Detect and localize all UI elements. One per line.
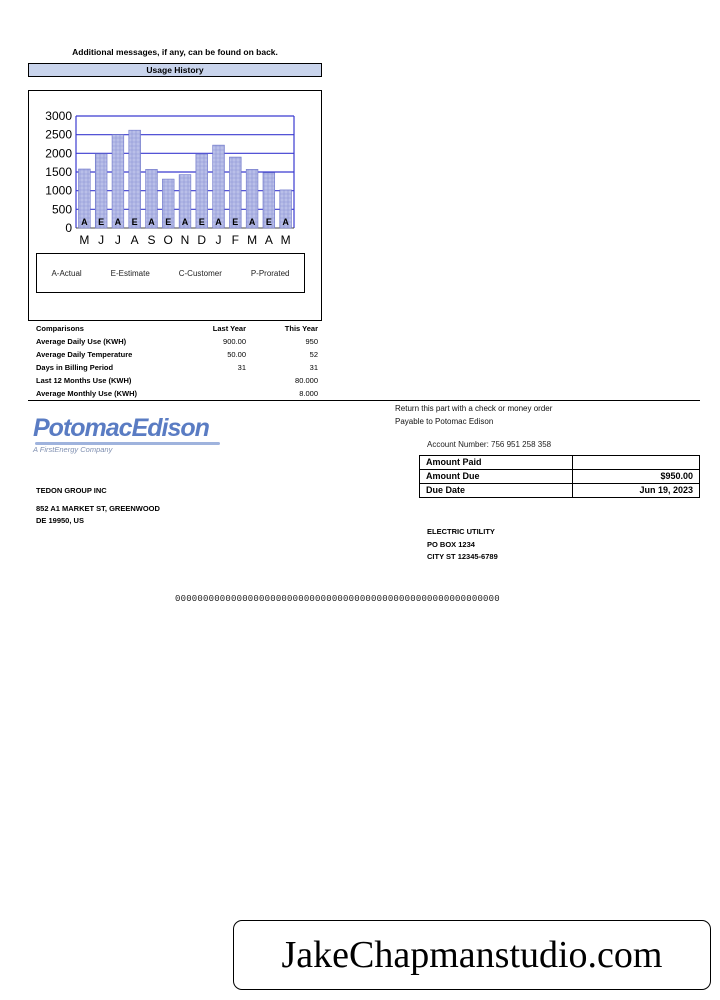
amount-due-label: Amount Due [420, 470, 573, 484]
logo-wordmark: PotomacEdison [33, 414, 209, 442]
back-messages-note: Additional messages, if any, can be found on back. [72, 47, 278, 57]
account-number: Account Number: 756 951 258 358 [427, 440, 552, 449]
comparisons-header-row [36, 322, 318, 335]
customer-address-line-1: 852 A1 MARKET ST, GREENWOOD [36, 504, 160, 513]
comparison-label: Average Daily Temperature [36, 350, 133, 359]
last-year-value [176, 374, 246, 387]
month-tick-label: M [280, 233, 291, 247]
legend-item-estimate: E-Estimate [110, 268, 150, 278]
logo-swoosh-icon [35, 442, 220, 445]
chart-legend [36, 253, 305, 293]
ocr-scanline: 0000000000000000000000000000000000000000000000000000000000 [175, 594, 500, 604]
read-code-label: E [232, 217, 239, 227]
month-tick-label: A [264, 233, 273, 247]
read-code-label: A [215, 217, 222, 227]
month-tick-label: D [197, 233, 207, 247]
remit-line-1: ELECTRIC UTILITY [427, 527, 495, 536]
customer-name: TEDON GROUP INC [36, 486, 107, 495]
table-row [36, 387, 318, 400]
usage-history-chart [30, 92, 318, 250]
due-date-value: Jun 19, 2023 [573, 484, 700, 498]
table-row [36, 335, 318, 348]
read-code-label: A [181, 217, 189, 227]
month-tick-label: O [163, 233, 173, 247]
return-line-1: Return this part with a check or money order [395, 404, 553, 413]
this-year-value: 950 [305, 337, 318, 346]
legend-item-prorated: P-Prorated [250, 268, 290, 278]
y-tick-label: 1500 [45, 165, 72, 179]
comparison-label: Last 12 Months Use (KWH) [36, 376, 132, 385]
amount-paid-field[interactable] [573, 456, 700, 470]
read-code-label: E [265, 217, 272, 227]
usage-bar [129, 130, 141, 228]
last-year-value: 50.00 [227, 350, 246, 359]
this-year-value: 80.000 [295, 376, 318, 385]
y-tick-label: 0 [65, 221, 72, 235]
month-tick-label: A [130, 233, 139, 247]
legend-item-customer: C-Customer [178, 268, 222, 278]
table-row [420, 484, 700, 498]
payment-summary-table [419, 455, 700, 498]
tear-off-divider [28, 400, 700, 401]
month-tick-label: J [98, 233, 105, 247]
this-year-value: 31 [309, 363, 318, 372]
this-year-value: 52 [309, 350, 318, 359]
y-tick-label: 500 [51, 202, 72, 217]
table-row [36, 374, 318, 387]
usage-bar [112, 135, 124, 228]
read-code-label: A [248, 217, 256, 227]
table-row [36, 361, 318, 374]
table-row [36, 348, 318, 361]
return-instructions [395, 402, 552, 428]
last-year-value [176, 387, 246, 400]
month-tick-label: J [215, 233, 222, 247]
comparison-label: Average Daily Use (KWH) [36, 337, 127, 346]
read-code-label: A [148, 217, 155, 227]
last-year-heading: Last Year [212, 324, 246, 333]
company-logo [33, 413, 209, 454]
month-tick-label: F [231, 233, 239, 247]
read-code-label: E [198, 217, 205, 227]
logo-tagline: A FirstEnergy Company [33, 445, 113, 454]
due-date-label: Due Date [420, 484, 573, 498]
amount-paid-label: Amount Paid [420, 456, 573, 470]
y-tick-label: 2500 [45, 127, 72, 142]
y-tick-label: 1000 [45, 183, 72, 198]
month-tick-label: M [79, 233, 90, 247]
customer-address [36, 485, 160, 527]
table-row [420, 470, 700, 484]
comparison-label: Days in Billing Period [36, 363, 114, 372]
read-code-label: A [81, 217, 88, 227]
amount-due-value: $950.00 [573, 470, 700, 484]
month-tick-label: S [147, 233, 156, 247]
remit-line-2: PO BOX 1234 [427, 539, 475, 549]
y-tick-label: 3000 [45, 109, 72, 123]
month-tick-label: J [114, 233, 121, 247]
read-code-label: E [98, 217, 105, 227]
studio-watermark: JakeChapmanstudio.com [233, 920, 711, 990]
usage-history-title: Usage History [28, 63, 322, 77]
last-year-value: 900.00 [223, 337, 246, 346]
comparisons-table [36, 322, 318, 400]
remit-to-address [427, 526, 498, 564]
read-code-label: E [131, 217, 138, 227]
remit-line-3: CITY ST 12345-6789 [427, 552, 498, 561]
read-code-label: A [282, 217, 289, 227]
table-row [420, 456, 700, 470]
comparisons-heading: Comparisons [36, 324, 84, 333]
this-year-value: 8.000 [299, 389, 318, 398]
y-tick-label: 2000 [45, 146, 72, 161]
read-code-label: A [114, 217, 122, 227]
usage-bar [213, 145, 225, 228]
return-line-2: Payable to Potomac Edison [395, 417, 494, 426]
customer-address-line-2: DE 19950, US [36, 516, 84, 525]
this-year-heading: This Year [284, 324, 318, 333]
read-code-label: E [165, 217, 172, 227]
comparison-label: Average Monthly Use (KWH) [36, 389, 137, 398]
last-year-value: 31 [237, 363, 246, 372]
month-tick-label: N [180, 233, 190, 247]
legend-item-actual: A-Actual [51, 268, 82, 278]
month-tick-label: M [247, 233, 258, 247]
